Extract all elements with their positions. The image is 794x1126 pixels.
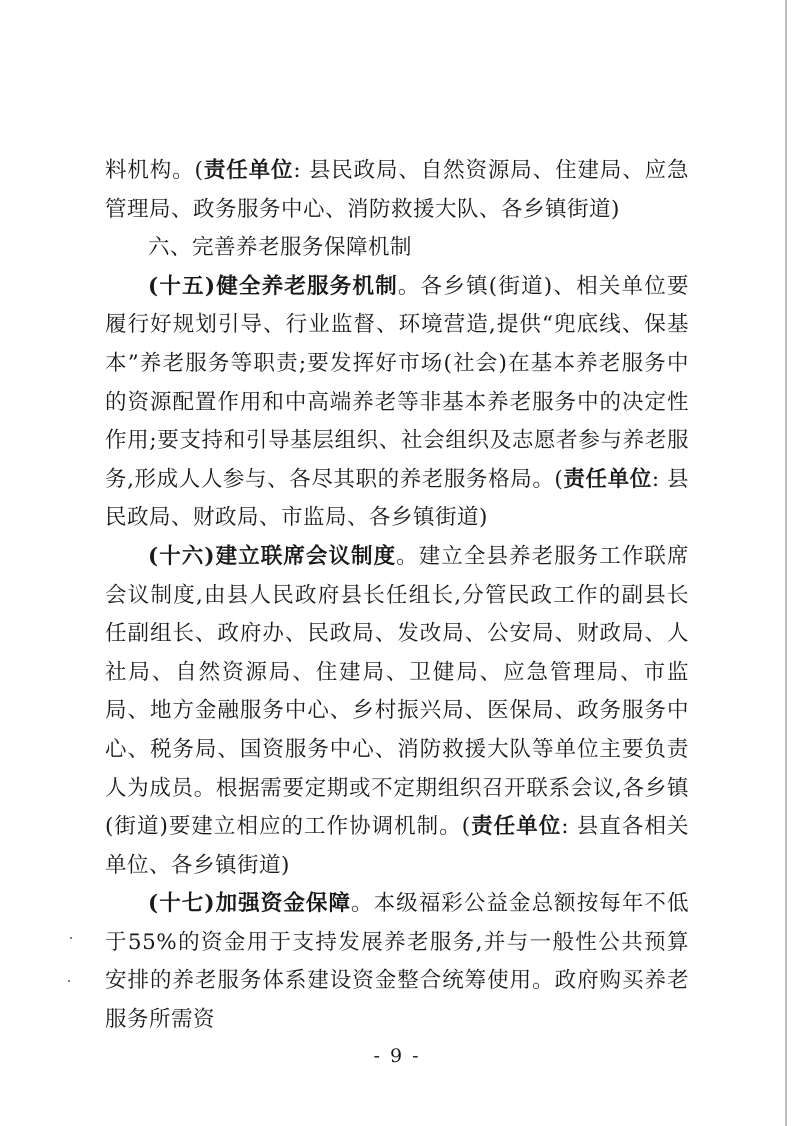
responsibility-label: 责任单位 <box>470 814 562 840</box>
responsibility-label: 责任单位 <box>203 158 294 183</box>
page-number: - 9 - <box>373 1045 421 1067</box>
scan-edge-line <box>785 0 787 1126</box>
responsibility-units: : 县直各相关单位、各乡镇街道) <box>105 814 689 878</box>
paragraph-15-title: (十五)健全养老服务机制 <box>148 273 398 299</box>
paragraph-17-body: 。本级福彩公益金总额按每年不低于55%的资金用于支持发展养老服务,并与一般性公共预算安排的养老服务体系建设资金整合统筹使用。政府购买养老服务所需资 <box>105 891 689 1033</box>
paragraph-16-body: 。建立全县养老服务工作联席会议制度,由县人民政府县长任组长,分管民政工作的副县长任副组长、政府办、民政局、发改局、公安局、财政局、人社局、自然资源局、住建局、卫健局、应急管理局、市监局、地方金融服务中心、乡村振兴局、医保局、政务服务中心、税务局、国资服务中心、消防救援大队等单位主要负责人为成员。根据需要定期或不定期组织召开联系会议,各乡镇(街道)要建立相应的工作协调机制。( <box>105 543 689 840</box>
paragraph-17-title: (十七)加强资金保障 <box>148 891 352 917</box>
responsibility-units: : 县民政局、财政局、市监局、各乡镇街道) <box>105 466 689 531</box>
responsibility-label: 责任单位 <box>563 466 652 492</box>
paragraph-15-body: 。各乡镇(街道)、相关单位要履行好规划引导、行业监督、环境营造,提供“兜底线、保基本”养老服务等职责;要发挥好市场(社会)在基本养老服务中的资源配置作用和中高端养老等非基本养老服务中的决定性作用;要支持和引导基层组织、社会组织及志愿者参与养老服务,形成人人参与、各尽其职的养老服务格局。( <box>105 273 689 492</box>
document-body <box>105 152 689 1040</box>
continuation-text: 料机构。( <box>105 158 204 183</box>
responsibility-units: : 县民政局、自然资源局、住建局、应急管理局、政务服务中心、消防救援大队、各乡镇街道) <box>105 158 689 222</box>
paragraph-15 <box>105 268 689 538</box>
paragraph-16 <box>105 538 689 885</box>
section-heading-6: 六、完善养老服务保障机制 <box>148 235 413 261</box>
paragraph-continuation <box>105 152 689 229</box>
paragraph-17 <box>105 885 689 1039</box>
scan-speck <box>68 980 70 982</box>
scan-speck <box>70 937 72 939</box>
paragraph-16-title: (十六)建立联席会议制度 <box>148 543 397 569</box>
